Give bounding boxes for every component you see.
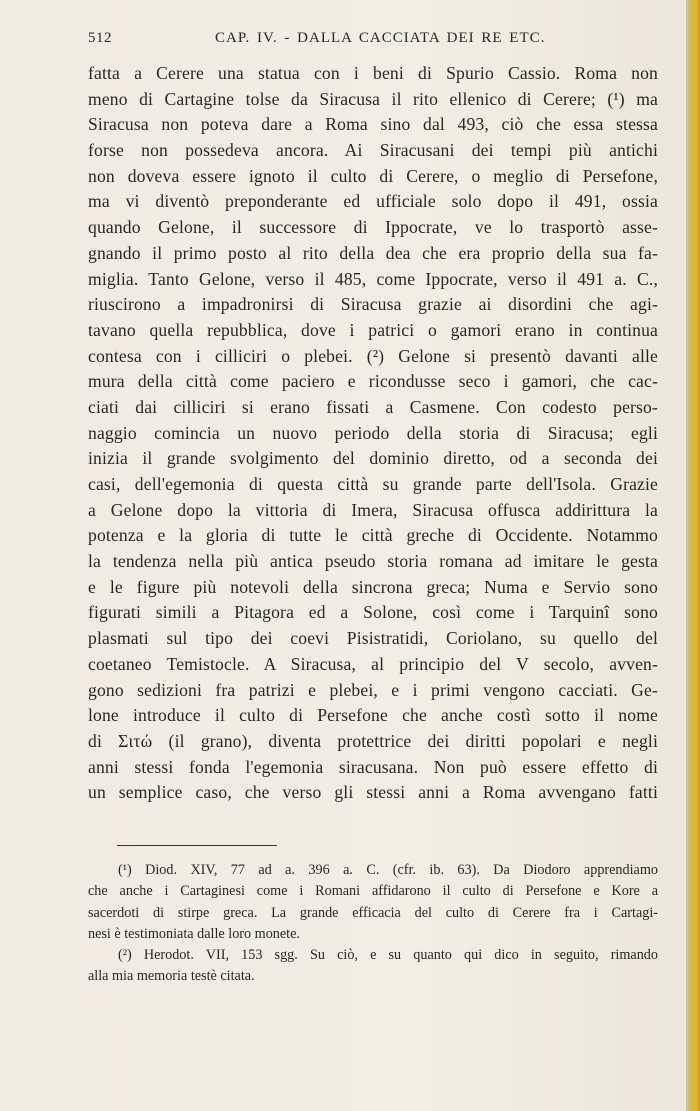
- text-line: tavano quella repubblica, dove i patrici o gamori erano in continua: [88, 319, 658, 340]
- text-line: figurati simili a Pitagora ed a Solone, così come i Tarquinî sono: [88, 602, 658, 623]
- text-line: a Gelone dopo la vittoria di Imera, Siracusa offusca addirittura la: [88, 499, 658, 520]
- running-head: CAP. IV. - DALLA CACCIATA DEI RE ETC.: [215, 30, 546, 46]
- text-line: meno di Cartagine tolse da Siracusa il rito ellenico di Cerere; (¹) ma: [88, 88, 658, 109]
- footnote-line: (¹) Diod. XIV, 77 ad a. 396 a. C. (cfr. ib. 63). Da Diodoro apprendiamo: [118, 862, 658, 878]
- text-line: quando Gelone, il successore di Ippocrate, ve lo trasportò asse-: [88, 217, 658, 238]
- page-header: [88, 30, 656, 52]
- text-line: ciati dai cilliciri si erano fissati a Casmene. Con codesto perso-: [88, 396, 658, 417]
- text-line: plasmati sul tipo dei coevi Pisistratidi, Coriolano, su quello del: [88, 628, 658, 649]
- text-line: di Σιτώ (il grano), diventa protettrice dei diritti popolari e negli: [88, 730, 658, 751]
- text-line: fatta a Cerere una statua con i beni di Spurio Cassio. Roma non: [88, 63, 658, 83]
- text-line: riuscirono a impadronirsi di Siracusa grazie ai disordini che agi-: [88, 294, 658, 315]
- text-line: miglia. Tanto Gelone, verso il 485, come Ippocrate, verso il 491 a. C.,: [88, 268, 658, 289]
- text-line: un semplice caso, che verso gli stessi anni a Roma avvengano fatti: [88, 782, 658, 803]
- footnote-line: sacerdoti di stirpe greca. La grande efficacia del culto di Cerere fra i Cartagi-: [88, 904, 658, 921]
- text-line: anni stessi fonda l'egemonia siracusana. Non può essere effetto di: [88, 756, 658, 777]
- text-line: Siracusa non poteva dare a Roma sino dal 493, ciò che essa stessa: [88, 114, 658, 135]
- footnote-line: alla mia memoria testè citata.: [88, 968, 255, 985]
- text-line: la tendenza nella più antica pseudo storia romana ad imitare le gesta: [88, 551, 658, 572]
- text-line: e le figure più notevoli della sincrona greca; Numa e Servio sono: [88, 576, 658, 597]
- page-number: 512: [88, 30, 112, 46]
- main-text: [88, 61, 658, 806]
- text-line: contesa con i cilliciri o plebei. (²) Gelone si presentò davanti alle: [88, 345, 658, 366]
- text-line: non doveva essere ignoto il culto di Cerere, o meglio di Persefone,: [88, 165, 658, 186]
- text-line: potenza e la gloria di tutte le città greche di Occidente. Notammo: [88, 525, 658, 546]
- text-line: mura della città come paciero e ricondusse seco i gamori, che cac-: [88, 371, 658, 392]
- footnote-line: nesi è testimoniata dalle loro monete.: [88, 925, 300, 942]
- text-line: casi, dell'egemonia di questa città su grande parte dell'Isola. Grazie: [88, 474, 658, 494]
- footnote-line: che anche i Cartaginesi come i Romani affidarono il culto di Persefone e Kore a: [88, 883, 658, 900]
- text-line: naggio comincia un nuovo periodo della storia di Siracusa; egli: [88, 422, 658, 443]
- text-line: coetaneo Temistocle. A Siracusa, al principio del V secolo, avven-: [88, 653, 658, 674]
- text-line: gono sedizioni fra patrizi e plebei, e i primi vengono cacciati. Ge-: [88, 679, 658, 700]
- text-line: forse non possedeva ancora. Ai Siracusani dei tempi più antichi: [88, 140, 658, 161]
- text-line: gnando il primo posto al rito della dea che era proprio della sua fa-: [88, 242, 658, 263]
- text-line: ma vi diventò preponderante ed ufficiale solo dopo il 491, ossia: [88, 191, 658, 212]
- text-line: inizia il grande svolgimento del dominio diretto, od a seconda dei: [88, 448, 658, 469]
- footnotes: [88, 860, 658, 988]
- text-line: lone introduce il culto di Persefone che anche costì sotto il nome: [88, 705, 658, 726]
- footnote-line: (²) Herodot. VII, 153 sgg. Su ciò, e su quanto qui dico in seguito, rimando: [118, 947, 658, 964]
- page-edge: [686, 0, 700, 1111]
- footnote-separator: [117, 845, 277, 846]
